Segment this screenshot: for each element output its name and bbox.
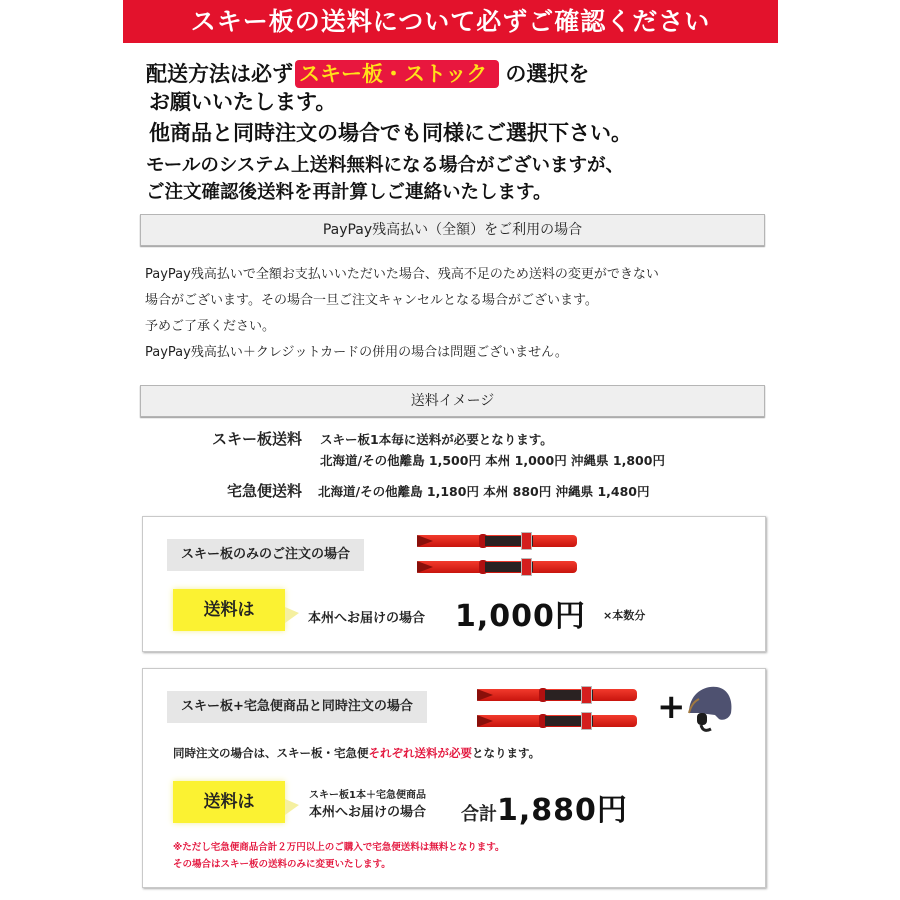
intro-line-3: 他商品と同時注文の場合でも同様にご選択下さい。 — [149, 121, 632, 145]
ski-icon — [417, 535, 577, 547]
combined-order-tag: スキー板+宅急便商品と同時注文の場合 — [167, 691, 427, 723]
paypay-section-body — [145, 262, 775, 366]
combined-sub-line-2: 本州へお届けの場合 — [309, 805, 427, 820]
combined-notice-highlight: それぞれ送料が必要 — [368, 746, 472, 760]
destination-label: 本州へお届けの場合 — [308, 611, 426, 626]
combined-notice — [173, 745, 540, 761]
combined-notice-prefix: 同時注文の場合は、スキー板・宅急便 — [173, 746, 369, 760]
combined-total-price: 1,880円 — [497, 793, 628, 828]
ski-only-order-box — [142, 516, 766, 652]
intro-line-1-suffix: の選択を — [505, 62, 590, 86]
intro-block — [146, 60, 766, 206]
total-label: 合計 — [461, 804, 497, 825]
free-shipping-note: ※ただし宅急便商品合計２万円以上のご購入で宅急便送料は無料となります。 — [173, 842, 505, 853]
ski-only-fee-note: その場合はスキー板の送料のみに変更いたします。 — [173, 859, 391, 870]
paypay-line: PayPay残高払い＋クレジットカードの併用の場合は問題ございません。 — [145, 345, 568, 360]
shipping-method-highlight: スキー板・ストック — [295, 60, 499, 88]
helmet-icon — [685, 683, 733, 723]
plus-icon: + — [657, 687, 686, 727]
shipping-fee-callout: 送料は — [173, 781, 285, 823]
ski-shipping-note: スキー板1本毎に送料が必要となります。 — [320, 432, 553, 447]
ski-icon — [477, 715, 637, 727]
combined-total — [461, 785, 628, 829]
paypay-section-header: PayPay残高払い（全額）をご利用の場合 — [140, 214, 765, 246]
intro-line-5: ご注文確認後送料を再計算しご連絡いたします。 — [146, 182, 552, 203]
courier-shipping-rates: 北海道/その他離島 1,180円 本州 880円 沖縄県 1,480円 — [318, 484, 650, 499]
intro-line-1-prefix: 配送方法は必ず — [146, 62, 293, 86]
paypay-line: PayPay残高払いで全額お支払いいただいた場合、残高不足のため送料の変更ができない — [145, 267, 659, 282]
page-banner: スキー板の送料について必ずご確認ください — [123, 0, 778, 43]
per-unit-label: ×本数分 — [603, 609, 646, 622]
combined-sub-line-1: スキー板1本＋宅急便商品 — [309, 790, 426, 801]
ski-shipping-label: スキー板送料 — [211, 430, 302, 448]
combined-notice-suffix: となります。 — [472, 746, 541, 760]
ski-icon — [477, 689, 637, 701]
shipping-section-header: 送料イメージ — [140, 385, 765, 417]
ski-only-price: 1,000円 — [455, 599, 586, 634]
intro-line-2: お願いいたします。 — [149, 90, 337, 114]
courier-shipping-label: 宅急便送料 — [226, 482, 302, 500]
intro-line-1 — [146, 60, 766, 88]
paypay-line: 場合がございます。その場合一旦ご注文キャンセルとなる場合がございます。 — [145, 293, 598, 308]
ski-icon — [417, 561, 577, 573]
paypay-line: 予めご了承ください。 — [145, 319, 276, 334]
shipping-fee-callout: 送料は — [173, 589, 285, 631]
combined-order-box — [142, 668, 766, 888]
ski-shipping-rates: 北海道/その他離島 1,500円 本州 1,000円 沖縄県 1,800円 — [320, 453, 665, 468]
intro-line-4: モールのシステム上送料無料になる場合がございますが、 — [146, 155, 625, 176]
ski-only-tag: スキー板のみのご注文の場合 — [167, 539, 364, 571]
